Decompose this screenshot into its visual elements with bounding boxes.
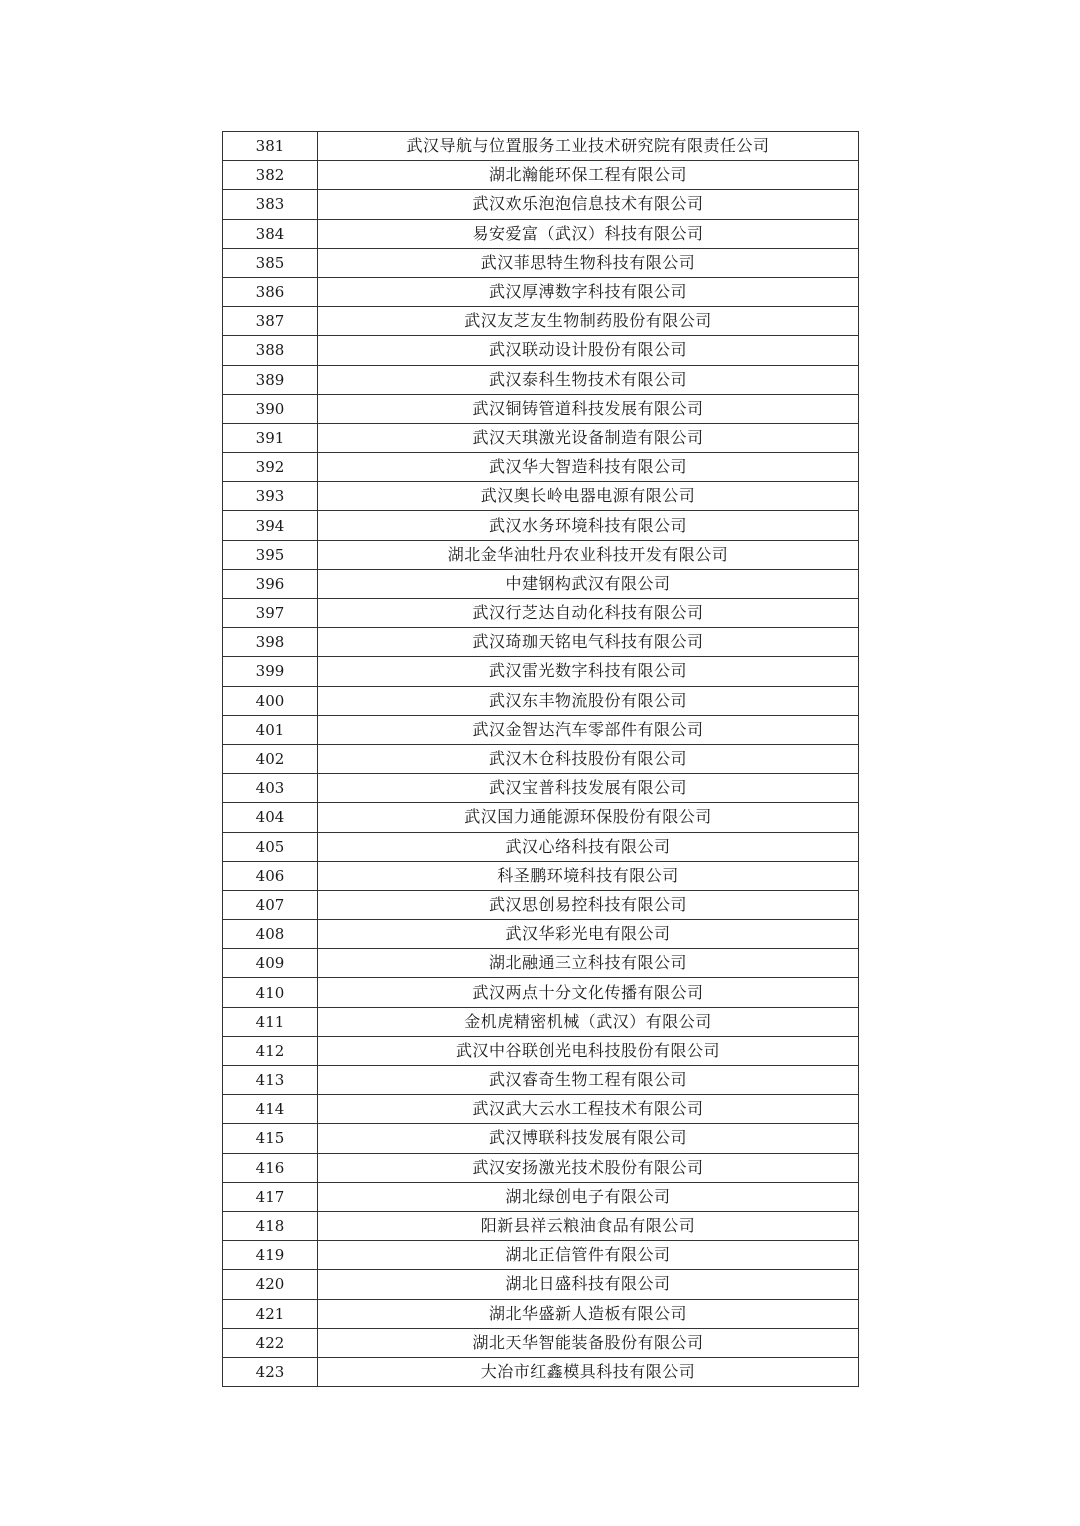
company-name-cell: 武汉铜铸管道科技发展有限公司 xyxy=(318,394,859,423)
company-name-cell: 武汉木仓科技股份有限公司 xyxy=(318,744,859,773)
row-number-cell: 414 xyxy=(223,1095,318,1124)
row-number-cell: 417 xyxy=(223,1182,318,1211)
table-row xyxy=(223,1299,859,1328)
table-row xyxy=(223,861,859,890)
row-number-cell: 395 xyxy=(223,540,318,569)
row-number-cell: 398 xyxy=(223,628,318,657)
table-row xyxy=(223,1066,859,1095)
row-number-cell: 407 xyxy=(223,890,318,919)
row-number-cell: 391 xyxy=(223,423,318,452)
row-number-cell: 389 xyxy=(223,365,318,394)
table-row xyxy=(223,657,859,686)
company-name-cell: 武汉泰科生物技术有限公司 xyxy=(318,365,859,394)
row-number-cell: 386 xyxy=(223,277,318,306)
company-name-cell: 大冶市红鑫模具科技有限公司 xyxy=(318,1357,859,1386)
row-number-cell: 419 xyxy=(223,1241,318,1270)
company-name-cell: 武汉琦珈天铭电气科技有限公司 xyxy=(318,628,859,657)
table-row xyxy=(223,1241,859,1270)
table-row xyxy=(223,365,859,394)
company-name-cell: 武汉两点十分文化传播有限公司 xyxy=(318,978,859,1007)
row-number-cell: 409 xyxy=(223,949,318,978)
row-number-cell: 418 xyxy=(223,1211,318,1240)
table-row xyxy=(223,394,859,423)
row-number-cell: 382 xyxy=(223,161,318,190)
row-number-cell: 404 xyxy=(223,803,318,832)
table-row xyxy=(223,132,859,161)
table-row xyxy=(223,569,859,598)
company-name-cell: 武汉水务环境科技有限公司 xyxy=(318,511,859,540)
company-name-cell: 武汉华彩光电有限公司 xyxy=(318,920,859,949)
table-row xyxy=(223,482,859,511)
company-name-cell: 武汉博联科技发展有限公司 xyxy=(318,1124,859,1153)
table-row xyxy=(223,890,859,919)
company-name-cell: 武汉东丰物流股份有限公司 xyxy=(318,686,859,715)
table-row xyxy=(223,920,859,949)
company-name-cell: 武汉华大智造科技有限公司 xyxy=(318,453,859,482)
table-row xyxy=(223,1036,859,1065)
company-name-cell: 武汉安扬激光技术股份有限公司 xyxy=(318,1153,859,1182)
row-number-cell: 405 xyxy=(223,832,318,861)
company-list-table xyxy=(222,131,859,1387)
company-name-cell: 中建钢构武汉有限公司 xyxy=(318,569,859,598)
company-name-cell: 易安爱富（武汉）科技有限公司 xyxy=(318,219,859,248)
company-name-cell: 武汉行芝达自动化科技有限公司 xyxy=(318,599,859,628)
row-number-cell: 392 xyxy=(223,453,318,482)
company-name-cell: 湖北融通三立科技有限公司 xyxy=(318,949,859,978)
company-name-cell: 武汉天琪激光设备制造有限公司 xyxy=(318,423,859,452)
table-row xyxy=(223,1007,859,1036)
company-list-body xyxy=(223,132,859,1387)
row-number-cell: 381 xyxy=(223,132,318,161)
row-number-cell: 420 xyxy=(223,1270,318,1299)
table-row xyxy=(223,219,859,248)
row-number-cell: 413 xyxy=(223,1066,318,1095)
company-name-cell: 湖北正信管件有限公司 xyxy=(318,1241,859,1270)
table-row xyxy=(223,1124,859,1153)
company-name-cell: 湖北华盛新人造板有限公司 xyxy=(318,1299,859,1328)
row-number-cell: 383 xyxy=(223,190,318,219)
company-name-cell: 武汉奥长岭电器电源有限公司 xyxy=(318,482,859,511)
company-name-cell: 湖北绿创电子有限公司 xyxy=(318,1182,859,1211)
table-row xyxy=(223,190,859,219)
table-row xyxy=(223,1328,859,1357)
company-name-cell: 武汉宝普科技发展有限公司 xyxy=(318,774,859,803)
company-name-cell: 武汉金智达汽车零部件有限公司 xyxy=(318,715,859,744)
row-number-cell: 400 xyxy=(223,686,318,715)
table-row xyxy=(223,803,859,832)
row-number-cell: 421 xyxy=(223,1299,318,1328)
company-name-cell: 武汉思创易控科技有限公司 xyxy=(318,890,859,919)
table-row xyxy=(223,686,859,715)
company-name-cell: 科圣鹏环境科技有限公司 xyxy=(318,861,859,890)
table-row xyxy=(223,423,859,452)
row-number-cell: 403 xyxy=(223,774,318,803)
row-number-cell: 422 xyxy=(223,1328,318,1357)
table-row xyxy=(223,248,859,277)
company-name-cell: 武汉欢乐泡泡信息技术有限公司 xyxy=(318,190,859,219)
row-number-cell: 393 xyxy=(223,482,318,511)
table-row xyxy=(223,715,859,744)
company-name-cell: 金机虎精密机械（武汉）有限公司 xyxy=(318,1007,859,1036)
table-row xyxy=(223,336,859,365)
row-number-cell: 397 xyxy=(223,599,318,628)
row-number-cell: 385 xyxy=(223,248,318,277)
company-name-cell: 湖北日盛科技有限公司 xyxy=(318,1270,859,1299)
table-row xyxy=(223,1153,859,1182)
table-row xyxy=(223,949,859,978)
table-row xyxy=(223,511,859,540)
row-number-cell: 410 xyxy=(223,978,318,1007)
row-number-cell: 394 xyxy=(223,511,318,540)
company-name-cell: 武汉联动设计股份有限公司 xyxy=(318,336,859,365)
row-number-cell: 411 xyxy=(223,1007,318,1036)
company-name-cell: 武汉心络科技有限公司 xyxy=(318,832,859,861)
table-row xyxy=(223,744,859,773)
table-row xyxy=(223,453,859,482)
company-name-cell: 湖北天华智能装备股份有限公司 xyxy=(318,1328,859,1357)
company-name-cell: 武汉中谷联创光电科技股份有限公司 xyxy=(318,1036,859,1065)
table-row xyxy=(223,1095,859,1124)
company-name-cell: 武汉雷光数字科技有限公司 xyxy=(318,657,859,686)
row-number-cell: 408 xyxy=(223,920,318,949)
company-name-cell: 武汉厚溥数字科技有限公司 xyxy=(318,277,859,306)
table-row xyxy=(223,307,859,336)
company-name-cell: 武汉睿奇生物工程有限公司 xyxy=(318,1066,859,1095)
row-number-cell: 399 xyxy=(223,657,318,686)
table-row xyxy=(223,628,859,657)
row-number-cell: 415 xyxy=(223,1124,318,1153)
table-row xyxy=(223,161,859,190)
company-name-cell: 武汉菲思特生物科技有限公司 xyxy=(318,248,859,277)
company-name-cell: 武汉导航与位置服务工业技术研究院有限责任公司 xyxy=(318,132,859,161)
table-row xyxy=(223,540,859,569)
table-row xyxy=(223,599,859,628)
row-number-cell: 401 xyxy=(223,715,318,744)
table-row xyxy=(223,978,859,1007)
company-name-cell: 武汉武大云水工程技术有限公司 xyxy=(318,1095,859,1124)
row-number-cell: 406 xyxy=(223,861,318,890)
row-number-cell: 388 xyxy=(223,336,318,365)
row-number-cell: 416 xyxy=(223,1153,318,1182)
company-name-cell: 武汉国力通能源环保股份有限公司 xyxy=(318,803,859,832)
row-number-cell: 402 xyxy=(223,744,318,773)
company-name-cell: 湖北瀚能环保工程有限公司 xyxy=(318,161,859,190)
table-row xyxy=(223,1270,859,1299)
row-number-cell: 387 xyxy=(223,307,318,336)
row-number-cell: 390 xyxy=(223,394,318,423)
row-number-cell: 384 xyxy=(223,219,318,248)
row-number-cell: 423 xyxy=(223,1357,318,1386)
table-row xyxy=(223,277,859,306)
row-number-cell: 396 xyxy=(223,569,318,598)
table-row xyxy=(223,832,859,861)
table-row xyxy=(223,1357,859,1386)
company-name-cell: 湖北金华油牡丹农业科技开发有限公司 xyxy=(318,540,859,569)
row-number-cell: 412 xyxy=(223,1036,318,1065)
company-name-cell: 武汉友芝友生物制药股份有限公司 xyxy=(318,307,859,336)
table-row xyxy=(223,1211,859,1240)
company-name-cell: 阳新县祥云粮油食品有限公司 xyxy=(318,1211,859,1240)
table-row xyxy=(223,1182,859,1211)
table-row xyxy=(223,774,859,803)
